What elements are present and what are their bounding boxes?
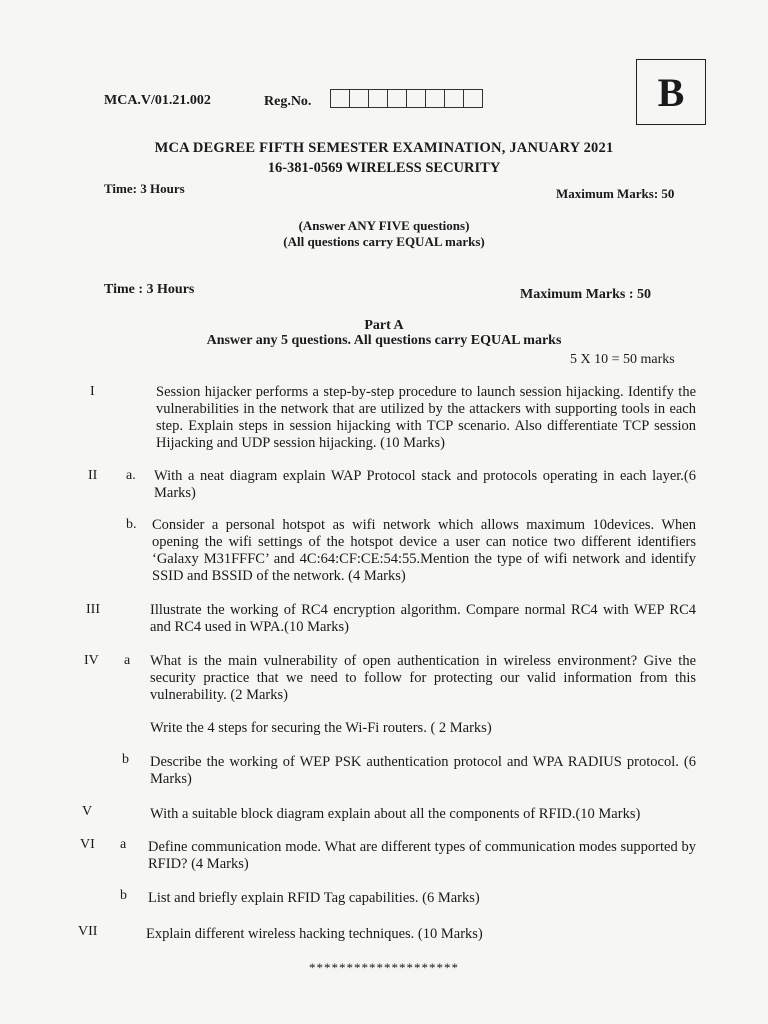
subject-title: 16-381-0569 WIRELESS SECURITY xyxy=(267,160,501,176)
question-subpart: b. xyxy=(126,517,137,532)
question-number: VII xyxy=(78,924,98,939)
question-text: With a suitable block diagram explain about all the components of RFID.(10 Marks) xyxy=(150,806,641,822)
question-number: I xyxy=(90,384,95,399)
question-number: IV xyxy=(84,653,99,668)
question-subpart: b xyxy=(122,752,129,767)
series-letter-box: B xyxy=(636,59,706,125)
question-text: Consider a personal hotspot as wifi network which allows maximum 10devices. When opening the wifi settings of the hotspot device a user can notice two different identifiers ‘Galaxy M31FFFC’ and 4C:64:CF:CE:54:55.Mention the type of wifi network and identify SSID and BSSID of the network. (4 Marks) xyxy=(152,517,696,584)
question-text: Illustrate the working of RC4 encryption algorithm. Compare normal RC4 with WEP RC4 and RC4 used in WPA.(10 Marks) xyxy=(150,602,696,635)
question-text: With a neat diagram explain WAP Protocol stack and protocols operating in each layer.(6 Marks) xyxy=(154,468,696,501)
question-text: What is the main vulnerability of open authentication in wireless environment? Give the security practice that we need to follow for protecting our valid information from this vulnerability. (2 Marks) xyxy=(150,653,696,703)
time-label-second: Time : 3 Hours xyxy=(104,282,195,297)
question-subpart: a xyxy=(124,653,131,668)
reg-no-box xyxy=(464,89,483,108)
question-subpart: a xyxy=(120,837,127,852)
question-text: Describe the working of WEP PSK authentication protocol and WPA RADIUS protocol. (6 Marks) xyxy=(150,754,696,787)
reg-no-box xyxy=(445,89,464,108)
question-subpart: a. xyxy=(126,468,136,483)
exam-title: MCA DEGREE FIFTH SEMESTER EXAMINATION, JANUARY 2021 xyxy=(154,140,614,156)
max-marks-label-second: Maximum Marks : 50 xyxy=(520,287,652,302)
reg-no-box xyxy=(369,89,388,108)
question-subpart: b xyxy=(120,888,127,903)
reg-no-boxes xyxy=(330,89,483,108)
max-marks-label: Maximum Marks: 50 xyxy=(556,186,675,201)
instruction-line: (Answer ANY FIVE questions) xyxy=(298,218,470,233)
question-text: List and briefly explain RFID Tag capabilities. (6 Marks) xyxy=(148,890,480,906)
question-text: Session hijacker performs a step-by-step procedure to launch session hijacking. Identify the vulnerabilities in the network that are utilized by the attackers with supporting tools in each step. Explain steps in session hijacking with TCP scenario. Also differentiate TCP session Hijacking and UDP session hijacking. (10 Marks) xyxy=(156,384,696,451)
instruction-line: (All questions carry EQUAL marks) xyxy=(283,234,485,249)
time-label: Time: 3 Hours xyxy=(104,181,185,196)
question-text: Write the 4 steps for securing the Wi-Fi routers. ( 2 Marks) xyxy=(150,720,492,736)
question-number: II xyxy=(88,468,98,483)
end-of-paper-stars: ******************** xyxy=(309,960,459,975)
part-title: Part A xyxy=(364,318,404,333)
question-number: VI xyxy=(80,837,95,852)
question-number: III xyxy=(86,602,100,617)
question-text: Define communication mode. What are different types of communication modes supported by RFID? (4 Marks) xyxy=(148,839,696,872)
reg-no-box xyxy=(330,89,350,108)
reg-no-label: Reg.No. xyxy=(264,94,312,109)
reg-no-box xyxy=(407,89,426,108)
part-instruction: Answer any 5 questions. All questions carry EQUAL marks xyxy=(206,333,562,348)
paper-code: MCA.V/01.21.002 xyxy=(104,93,211,108)
question-text: Explain different wireless hacking techniques. (10 Marks) xyxy=(146,926,483,942)
question-number: V xyxy=(82,804,93,819)
reg-no-box xyxy=(350,89,369,108)
reg-no-box xyxy=(388,89,407,108)
marks-formula: 5 X 10 = 50 marks xyxy=(570,352,675,367)
reg-no-box xyxy=(426,89,445,108)
